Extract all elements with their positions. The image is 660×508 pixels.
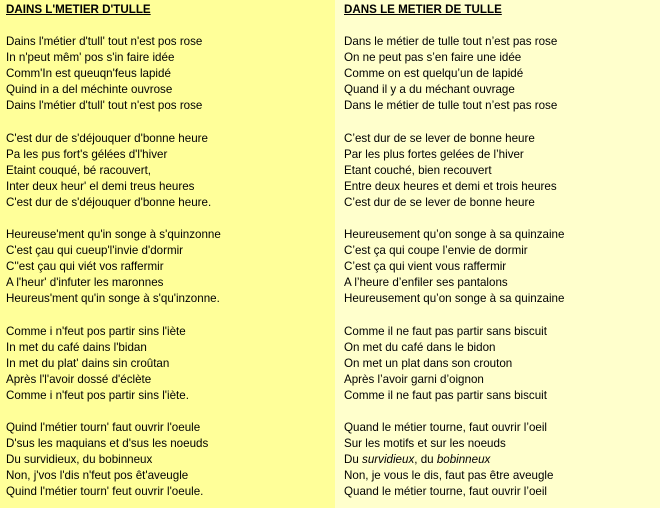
picard-stanza [6,420,335,500]
picard-verse-line: Quind in a del méchinte ouvrose [6,83,173,97]
picard-verse-line: In n'peut mêm' pos s'in faire idée [6,51,175,65]
picard-verse-line: Dains l'métier d'tull' tout n'est pos rose [6,99,203,113]
picard-verse-line: Non, j'vos l'dis n'feut pos êt'aveugle [6,469,189,483]
french-verse-line: Heureusement qu’on songe à sa quinzaine [344,228,565,242]
french-verse-line: Du survidieux, du bobinneux [344,453,491,467]
french-stanza [344,227,660,307]
picard-verse-line: Heureus'ment qu'in songe à s'qu'inzonne. [6,292,220,306]
french-verse-line: Dans le métier de tulle tout n’est pas rose [344,99,558,113]
picard-stanza [6,34,335,114]
french-verse-line: C’est dur de se lever de bonne heure [344,131,535,145]
french-column [335,0,660,508]
picard-verse-line: Etaint couqué, bé racouvert, [6,163,152,177]
picard-verse-line: A l'heur' d'infuter les maronnes [6,276,164,290]
french-verse-line: Heureusement qu’on songe à sa quinzaine [344,292,565,306]
picard-verse-line: C'est dur de s'déjouquer d'bonne heure [6,131,208,145]
french-verse-line: Après l’avoir garni d’oignon [344,372,484,386]
french-verse-line: Sur les motifs et sur les noeuds [344,437,506,451]
picard-verse-line: D'sus les maquians et d'sus les noeuds [6,437,209,451]
french-verse-line: Par les plus fortes gelées de l’hiver [344,147,524,161]
french-verse-line: C’est ça qui vient vous raffermir [344,260,507,274]
french-verse-line: C’est ça qui coupe l’envie de dormir [344,244,528,258]
picard-stanza [6,131,335,211]
picard-verse-line: Heureuse'ment qu'in songe à s'quinzonne [6,228,221,242]
picard-verse-line: C'est çau qui cueup'l'invie d'dormir [6,244,184,258]
french-verse-line: Dans le métier de tulle tout n’est pas rose [344,35,558,49]
french-verse-line: On ne peut pas s’en faire une idée [344,51,522,65]
picard-verse-line: Inter deux heur' el demi treus heures [6,179,195,193]
french-verse-line: Comme on est quelqu’un de lapidé [344,67,524,81]
french-verse-line: Quand le métier tourne, faut ouvrir l’oeil [344,420,547,434]
picard-verse-line: In met du café dains l'bidan [6,340,147,354]
french-verse-line: Entre deux heures et demi et trois heures [344,179,557,193]
picard-verse-line: C'est dur de s'déjouquer d'bonne heure. [6,195,212,209]
picard-verse-line: C''est çau qui viét vos raffermir [6,260,164,274]
picard-verse-line: Quind l'métier tourn' faut ouvrir l'oeule [6,420,201,434]
picard-verse-line: Du survidieux, du bobinneux [6,453,153,467]
picard-title: DAINS L'METIER D'TULLE [6,3,151,16]
french-verse-line: Quand le métier tourne, faut ouvrir l’oeil [344,485,547,499]
french-title: DANS LE METIER DE TULLE [344,3,502,16]
french-stanza [344,131,660,211]
french-stanza [344,420,660,500]
french-verse-line: Non, je vous le dis, faut pas être aveugle [344,469,554,483]
picard-verse-line: Quind l'métier tourn' feut ouvrir l'oeule. [6,485,204,499]
picard-verse-line: Comme i n'feut pos partir sins l'iète [6,324,186,338]
french-verse-line: A l’heure d’enfiler ses pantalons [344,276,508,290]
french-stanza [344,34,660,114]
picard-verse-line: Comm'In est queuqn'feus lapidé [6,67,171,81]
picard-stanza [6,324,335,404]
picard-verse-line: Pa les pus fort's gélées d'l'hiver [6,147,168,161]
picard-verse-line: Comme i n'feut pos partir sins l'iète. [6,388,189,402]
picard-verse-line: Dains l'métier d'tull' tout n'est pos rose [6,35,203,49]
picard-stanza [6,227,335,307]
french-verse-line: On met un plat dans son crouton [344,356,513,370]
french-stanza [344,324,660,404]
picard-verse-line: In met du plat' dains sin croûtan [6,356,170,370]
french-verse-line: Quand il y a du méchant ouvrage [344,83,515,97]
french-verse-line: Comme il ne faut pas partir sans biscuit [344,324,547,338]
picard-stanzas [6,34,335,500]
french-stanzas [344,34,660,500]
french-verse-line: C’est dur de se lever de bonne heure [344,195,535,209]
french-verse-line: On met du café dans le bidon [344,340,496,354]
picard-verse-line: Après l'l'avoir dossé d'éclète [6,372,152,386]
french-verse-line: Comme il ne faut pas partir sans biscuit [344,388,547,402]
french-verse-line: Etant couché, bien recouvert [344,163,492,177]
